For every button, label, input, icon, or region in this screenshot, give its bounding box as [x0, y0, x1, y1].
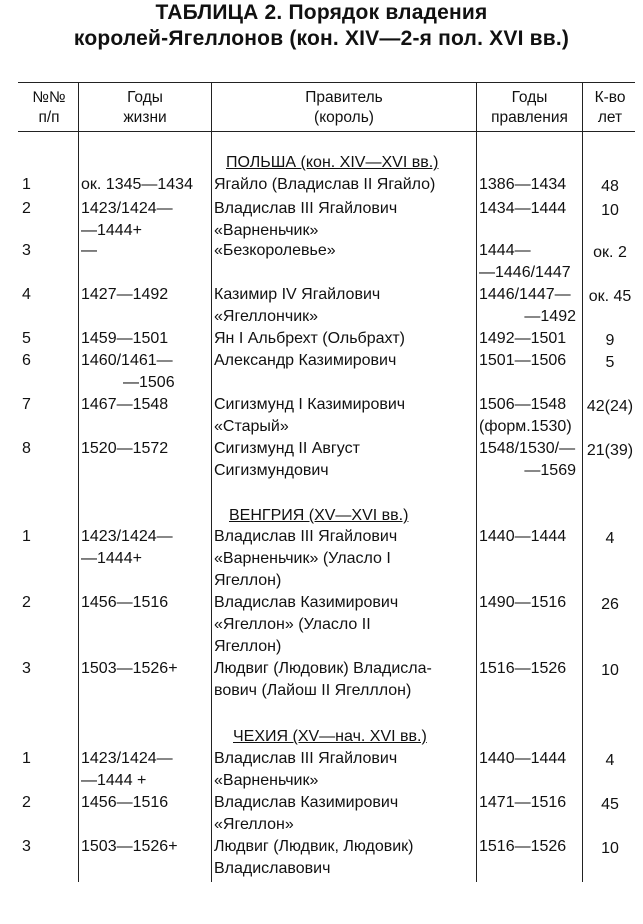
column-divider [211, 82, 212, 882]
row-number: 8 [22, 440, 31, 457]
row-life-years: 1427—1492 [81, 286, 169, 303]
row-ruler: Ян I Альбрехт (Ольбрахт) [214, 330, 405, 347]
row-number: 3 [22, 242, 31, 259]
row-years-count: 4 [605, 530, 615, 547]
section-hungary: ВЕНГРИЯ (XV—XVI вв.) [229, 507, 409, 524]
row-number: 7 [22, 396, 31, 413]
row-ruler: Сигизмунд II Август Сигизмундович [214, 440, 360, 479]
header-rule [18, 131, 635, 132]
row-years-count: 21(39) [586, 442, 634, 459]
row-life-years: 1423/1424— —1444 + [81, 750, 173, 789]
row-years-count: 26 [601, 596, 619, 613]
row-number: 1 [22, 176, 31, 193]
row-ruler: Владислав Казимирович «Ягеллон» [214, 794, 399, 833]
row-reign-years: 1471—1516 [479, 794, 567, 811]
row-number: 2 [22, 200, 31, 217]
row-years-count: 45 [601, 796, 619, 813]
row-reign-years: 1516—1526 [479, 838, 567, 855]
row-ruler: Людвиг (Людовик) Владисла- вович (Лайош II Ягелллон) [214, 660, 432, 699]
row-ruler: Людвиг (Людвик, Людовик) Владиславович [214, 838, 414, 877]
row-reign-years: 1434—1444 [479, 200, 567, 217]
top-rule [18, 82, 635, 83]
row-years-count: 9 [605, 332, 615, 349]
row-ruler: Владислав Казимирович «Ягеллон» (Уласло II Ягеллон) [214, 594, 399, 655]
row-years-count: 10 [601, 202, 619, 219]
row-reign-years: 1440—1444 [479, 528, 567, 545]
row-reign-years: 1446/1447— —1492 [479, 286, 576, 325]
row-ruler: Владислав III Ягайлович «Варненьчик» [214, 200, 398, 239]
row-years-count: 48 [601, 178, 619, 195]
row-life-years: 1503—1526+ [81, 838, 178, 855]
section-bohemia: ЧЕХИЯ (XV—нач. XVI вв.) [233, 728, 427, 745]
column-divider [476, 82, 477, 882]
column-divider [78, 82, 79, 882]
row-ruler: Александр Казимирович [214, 352, 397, 369]
row-life-years: — [81, 242, 97, 259]
row-life-years: 1520—1572 [81, 440, 169, 457]
row-life-years: ок. 1345—1434 [81, 176, 193, 193]
row-number: 1 [22, 750, 31, 767]
row-ruler: «Безкоролевье» [214, 242, 336, 259]
row-number: 2 [22, 594, 31, 611]
row-years-count: 10 [601, 662, 619, 679]
row-years-count: 4 [605, 752, 615, 769]
row-reign-years: 1492—1501 [479, 330, 567, 347]
row-years-count: 5 [605, 354, 615, 371]
table-title-line1: ТАБЛИЦА 2. Порядок владения [155, 1, 488, 24]
row-life-years: 1456—1516 [81, 594, 169, 611]
row-years-count: ок. 2 [593, 244, 627, 261]
row-reign-years: 1506—1548 (форм.1530) [479, 396, 572, 435]
header-count: К-во лет [594, 89, 626, 126]
row-number: 2 [22, 794, 31, 811]
table-title-line2: королей-Ягеллонов (кон. XIV—2-я пол. XVI вв.) [73, 27, 570, 50]
row-reign-years: 1386—1434 [479, 176, 567, 193]
row-life-years: 1423/1424— —1444+ [81, 200, 173, 239]
row-reign-years: 1501—1506 [479, 352, 567, 369]
row-number: 3 [22, 660, 31, 677]
row-ruler: Владислав III Ягайлович «Варненьчик» (Уласло I Ягеллон) [214, 528, 398, 589]
row-ruler: Владислав III Ягайлович «Варненьчик» [214, 750, 398, 789]
header-years-life: Годы жизни [123, 89, 167, 126]
row-reign-years: 1548/1530/— —1569 [479, 440, 576, 479]
row-life-years: 1467—1548 [81, 396, 169, 413]
header-num: №№ п/п [32, 89, 66, 126]
header-reign: Годы правления [491, 89, 568, 126]
row-ruler: Казимир IV Ягайлович «Ягеллончик» [214, 286, 381, 325]
row-ruler: Сигизмунд I Казимирович «Старый» [214, 396, 406, 435]
row-life-years: 1460/1461— —1506 [81, 352, 175, 391]
row-life-years: 1503—1526+ [81, 660, 178, 677]
row-number: 6 [22, 352, 31, 369]
row-reign-years: 1440—1444 [479, 750, 567, 767]
row-number: 3 [22, 838, 31, 855]
row-ruler: Ягайло (Владислав II Ягайло) [214, 176, 436, 193]
row-life-years: 1423/1424— —1444+ [81, 528, 173, 567]
row-years-count: 42(24) [586, 398, 634, 415]
row-reign-years: 1444— —1446/1447 [479, 242, 571, 281]
section-poland: ПОЛЬША (кон. XIV—XVI вв.) [226, 154, 439, 171]
row-life-years: 1459—1501 [81, 330, 169, 347]
row-years-count: ок. 45 [588, 288, 632, 305]
row-number: 1 [22, 528, 31, 545]
row-reign-years: 1490—1516 [479, 594, 567, 611]
row-life-years: 1456—1516 [81, 794, 169, 811]
row-years-count: 10 [601, 840, 619, 857]
row-number: 5 [22, 330, 31, 347]
row-reign-years: 1516—1526 [479, 660, 567, 677]
header-ruler: Правитель (король) [305, 89, 383, 126]
row-number: 4 [22, 286, 31, 303]
